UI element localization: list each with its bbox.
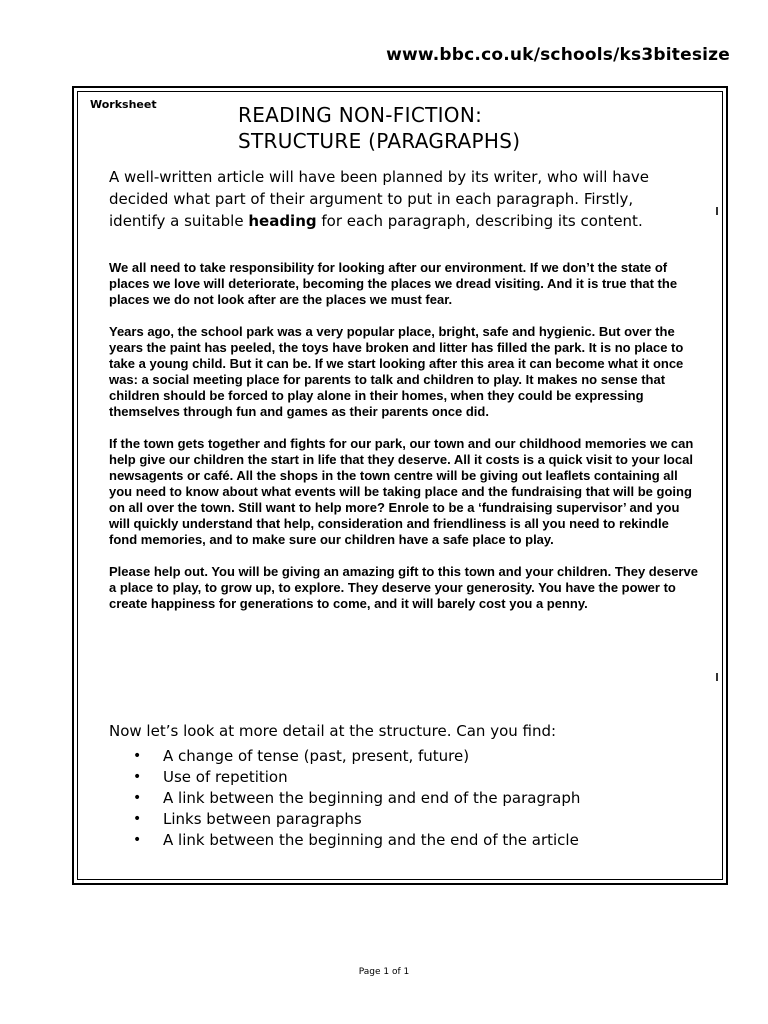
intro-part-1: A well-written article will have been planned by its writer, who will have decided what part of their argument to put in each paragraph. Firstly, identify a suitable xyxy=(109,168,650,230)
article-paragraph-4: Please help out. You will be giving an amazing gift to this town and your children. They deserve a place to play, to grow up, to explore. They deserve your generosity. You have the power to create happiness for generations to come, and it will barely cost you a penny. xyxy=(109,564,698,611)
scan-mark xyxy=(716,207,718,215)
bullet-icon: • xyxy=(133,790,142,806)
article-paragraph-2: Years ago, the school park was a very popular place, bright, safe and hygienic. But over the years the paint has peeled, the toys have broken and litter has filled the park. It is no place to take a young child. But it can be. If we start looking after this area it can become what it once was: a social meeting place for parents to talk and children to play. It makes no sense that children should be forced to play alone in their homes, when they could be expressing themselves through fun and games as their parents once did. xyxy=(109,324,684,419)
intro-bold-heading: heading xyxy=(248,212,317,230)
question-item xyxy=(133,830,699,851)
intro-text xyxy=(109,166,694,232)
article-body xyxy=(109,260,699,628)
questions-list xyxy=(109,746,699,851)
question-item xyxy=(133,809,699,830)
bullet-icon: • xyxy=(133,769,142,785)
title-line-2: STRUCTURE (PARAGRAPHS) xyxy=(238,129,521,153)
question-text: Use of repetition xyxy=(163,768,288,786)
article-paragraph-1: We all need to take responsibility for looking after our environment. If we don’t the state of places we love will deteriorate, becoming the places we dread visiting. And it is true that the places we do not look after are the places we must fear. xyxy=(109,260,678,307)
intro-part-2: for each paragraph, describing its content. xyxy=(316,212,643,230)
worksheet-inner-border xyxy=(77,91,723,880)
questions-section xyxy=(109,720,699,851)
question-item xyxy=(133,746,699,767)
question-item xyxy=(133,767,699,788)
questions-lead: Now let’s look at more detail at the structure. Can you find: xyxy=(109,722,557,740)
question-text: A change of tense (past, present, future) xyxy=(163,747,470,765)
article-paragraph-3: If the town gets together and fights for our park, our town and our childhood memories we can help give our children the start in life that they deserve. All it costs is a quick visit to your local newsagents or café. All the shops in the town centre will be giving out leaflets containing all you need to know about what events will be taking place and the fundraising that will be going on all over the town. Still want to help more? Enrole to be a ‘fundraising supervisor’ and you will quickly understand that help, consideration and friendliness is all you need to rekindle fond memories, and to make sure our children have a safe place to play. xyxy=(109,436,694,547)
worksheet-frame xyxy=(72,86,728,885)
scan-mark xyxy=(716,673,718,681)
worksheet-title xyxy=(238,102,520,154)
bullet-icon: • xyxy=(133,748,142,764)
worksheet-label: Worksheet xyxy=(90,98,157,111)
bullet-icon: • xyxy=(133,811,142,827)
question-text: A link between the beginning and end of the paragraph xyxy=(163,789,581,807)
question-text: Links between paragraphs xyxy=(163,810,362,828)
site-url: www.bbc.co.uk/schools/ks3bitesize xyxy=(386,45,730,65)
title-line-1: READING NON-FICTION: xyxy=(238,103,483,127)
question-item xyxy=(133,788,699,809)
bullet-icon: • xyxy=(133,832,142,848)
question-text: A link between the beginning and the end of the article xyxy=(163,831,579,849)
page-number: Page 1 of 1 xyxy=(358,967,410,977)
